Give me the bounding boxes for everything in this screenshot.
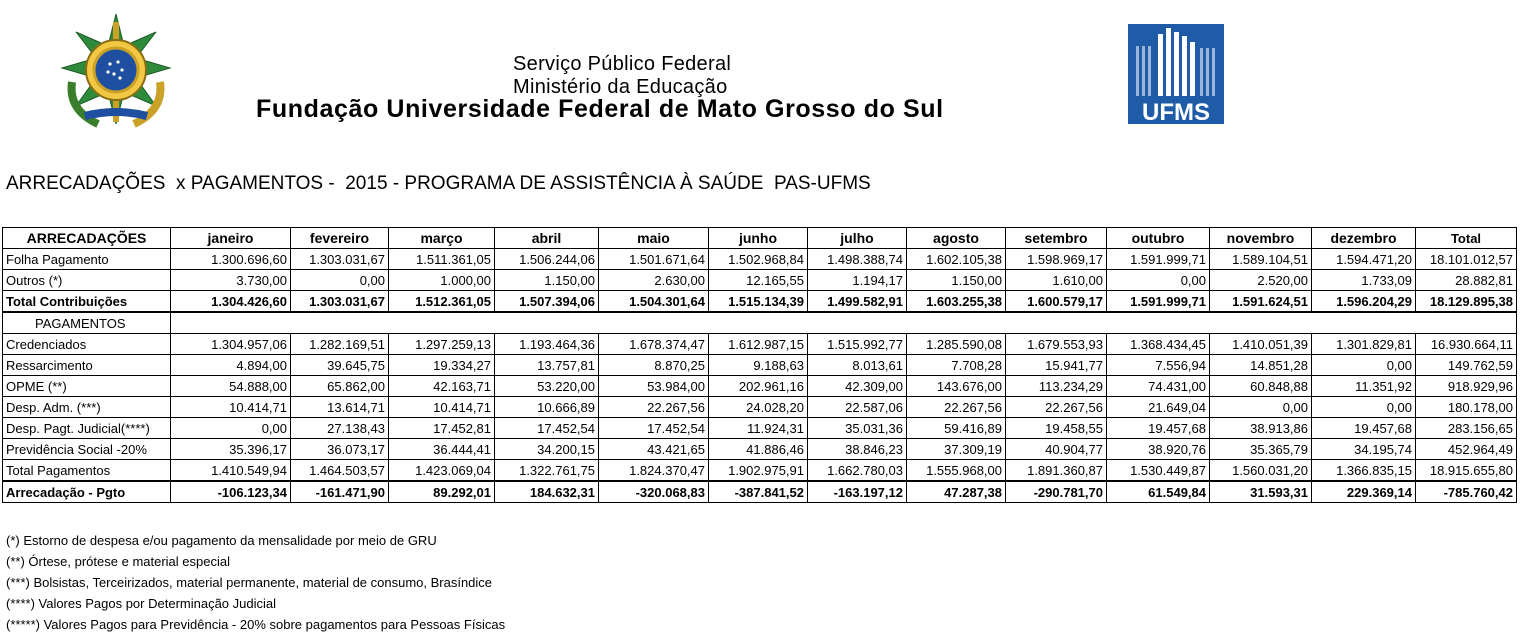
- table-cell: 0,00: [1312, 397, 1416, 418]
- table-cell: 918.929,96: [1416, 376, 1517, 397]
- table-cell: 35.396,17: [171, 439, 291, 460]
- table-cell: 1.591.999,71: [1107, 249, 1210, 270]
- table-cell: 1.596.204,29: [1312, 291, 1416, 313]
- table-cell: 19.457,68: [1312, 418, 1416, 439]
- table-cell: 16.930.664,11: [1416, 334, 1517, 355]
- table-cell: 1.507.394,06: [495, 291, 599, 313]
- table-cell: 1.560.031,20: [1210, 460, 1312, 482]
- table-cell: 113.234,29: [1006, 376, 1107, 397]
- row-label: Credenciados: [3, 334, 171, 355]
- table-cell: 0,00: [171, 418, 291, 439]
- table-cell: 1.504.301,64: [599, 291, 709, 313]
- row-label: Ressarcimento: [3, 355, 171, 376]
- ufms-logo-text: UFMS: [1142, 99, 1210, 124]
- footnote: (*) Estorno de despesa e/ou pagamento da mensalidade por meio de GRU: [6, 533, 437, 548]
- table-cell: 1.733,09: [1312, 270, 1416, 291]
- table-cell: 18.101.012,57: [1416, 249, 1517, 270]
- table-cell: 1.304.957,06: [171, 334, 291, 355]
- table-cell: 17.452,81: [389, 418, 495, 439]
- column-header: agosto: [907, 228, 1006, 249]
- table-cell: 15.941,77: [1006, 355, 1107, 376]
- table-cell: -290.781,70: [1006, 481, 1107, 503]
- table-cell: 1.303.031,67: [291, 249, 389, 270]
- page-header: [0, 0, 1520, 140]
- table-row: [3, 334, 1517, 355]
- table-cell: 0,00: [1107, 270, 1210, 291]
- table-row: [3, 355, 1517, 376]
- financial-table: [2, 227, 1517, 503]
- table-cell: 35.031,36: [808, 418, 907, 439]
- column-header: janeiro: [171, 228, 291, 249]
- footnote: (**) Órtese, prótese e material especial: [6, 554, 230, 569]
- table-cell: 0,00: [1312, 355, 1416, 376]
- table-cell: 1.301.829,81: [1312, 334, 1416, 355]
- table-row: [3, 418, 1517, 439]
- table-cell: 149.762,59: [1416, 355, 1517, 376]
- document-title: ARRECADAÇÕES x PAGAMENTOS - 2015 - PROGRAMA DE ASSISTÊNCIA À SAÚDE PAS-UFMS: [6, 173, 871, 194]
- table-cell: 202.961,16: [709, 376, 808, 397]
- table-cell: 17.452,54: [599, 418, 709, 439]
- table-cell: 61.549,84: [1107, 481, 1210, 503]
- table-cell: 1.610,00: [1006, 270, 1107, 291]
- header-line-university: Fundação Universidade Federal de Mato Grosso do Sul: [256, 95, 944, 123]
- table-row: [3, 481, 1517, 503]
- table-cell: 8.870,25: [599, 355, 709, 376]
- table-cell: 1.410.051,39: [1210, 334, 1312, 355]
- table-cell: 2.630,00: [599, 270, 709, 291]
- footnote: (***) Bolsistas, Terceirizados, material permanente, material de consumo, Brasíndice: [6, 575, 493, 590]
- table-cell: 1.193.464,36: [495, 334, 599, 355]
- table-cell: -320.068,83: [599, 481, 709, 503]
- footnote: (****) Valores Pagos por Determinação Judicial: [6, 596, 276, 611]
- column-header: março: [389, 228, 495, 249]
- section-row: [3, 312, 1517, 334]
- table-cell: 38.913,86: [1210, 418, 1312, 439]
- table-cell: 1.589.104,51: [1210, 249, 1312, 270]
- table-cell: 19.458,55: [1006, 418, 1107, 439]
- table-cell: 89.292,01: [389, 481, 495, 503]
- table-cell: 1.498.388,74: [808, 249, 907, 270]
- table-cell: 21.649,04: [1107, 397, 1210, 418]
- table-cell: 1.679.553,93: [1006, 334, 1107, 355]
- table-header-row: [3, 228, 1517, 249]
- column-header: julho: [808, 228, 907, 249]
- table-cell: -387.841,52: [709, 481, 808, 503]
- row-label: Total Pagamentos: [3, 460, 171, 482]
- table-cell: 18.915.655,80: [1416, 460, 1517, 482]
- row-label: Total Contribuições: [3, 291, 171, 313]
- table-cell: 22.267,56: [1006, 397, 1107, 418]
- table-cell: 19.334,27: [389, 355, 495, 376]
- table-cell: 1.902.975,91: [709, 460, 808, 482]
- column-header: dezembro: [1312, 228, 1416, 249]
- table-cell: 1.603.255,38: [907, 291, 1006, 313]
- table-row: [3, 460, 1517, 482]
- footnotes: [6, 530, 505, 635]
- column-header: setembro: [1006, 228, 1107, 249]
- table-cell: 60.848,88: [1210, 376, 1312, 397]
- row-label: Outros (*): [3, 270, 171, 291]
- table-cell: 1.282.169,51: [291, 334, 389, 355]
- table-cell: 1.499.582,91: [808, 291, 907, 313]
- table-cell: 1.591.999,71: [1107, 291, 1210, 313]
- table-cell: 53.220,00: [495, 376, 599, 397]
- table-cell: 19.457,68: [1107, 418, 1210, 439]
- row-label: Desp. Pagt. Judicial(****): [3, 418, 171, 439]
- brazil-coat-of-arms-icon: [58, 12, 174, 130]
- table-cell: 1.297.259,13: [389, 334, 495, 355]
- table-cell: 1.591.624,51: [1210, 291, 1312, 313]
- column-header: outubro: [1107, 228, 1210, 249]
- table-cell: 8.013,61: [808, 355, 907, 376]
- table-cell: 1.000,00: [389, 270, 495, 291]
- table-cell: 22.267,56: [599, 397, 709, 418]
- header-line-federal-service: Serviço Público Federal: [513, 53, 732, 75]
- table-cell: 229.369,14: [1312, 481, 1416, 503]
- section-label: PAGAMENTOS: [3, 312, 171, 334]
- table-cell: 1.602.105,38: [907, 249, 1006, 270]
- table-cell: 13.614,71: [291, 397, 389, 418]
- table-cell: 18.129.895,38: [1416, 291, 1517, 313]
- ufms-logo: [1128, 24, 1224, 124]
- table-cell: 1.150,00: [495, 270, 599, 291]
- row-label: Folha Pagamento: [3, 249, 171, 270]
- table-cell: 41.886,46: [709, 439, 808, 460]
- table-cell: 1.555.968,00: [907, 460, 1006, 482]
- table-cell: 1.512.361,05: [389, 291, 495, 313]
- table-cell: 1.515.992,77: [808, 334, 907, 355]
- table-cell: 180.178,00: [1416, 397, 1517, 418]
- table-cell: -161.471,90: [291, 481, 389, 503]
- table-cell: 27.138,43: [291, 418, 389, 439]
- table-cell: 43.421,65: [599, 439, 709, 460]
- table-row: [3, 270, 1517, 291]
- table-cell: 7.708,28: [907, 355, 1006, 376]
- table-cell: 1.600.579,17: [1006, 291, 1107, 313]
- column-header: Total: [1416, 228, 1517, 249]
- table-row: [3, 249, 1517, 270]
- table-cell: 39.645,75: [291, 355, 389, 376]
- row-label: Previdência Social -20%: [3, 439, 171, 460]
- table-body: [3, 249, 1517, 503]
- table-cell: 11.924,31: [709, 418, 808, 439]
- table-cell: 35.365,79: [1210, 439, 1312, 460]
- table-cell: 65.862,00: [291, 376, 389, 397]
- table-cell: 1.368.434,45: [1107, 334, 1210, 355]
- table-cell: 4.894,00: [171, 355, 291, 376]
- table-cell: 34.200,15: [495, 439, 599, 460]
- table-cell: 9.188,63: [709, 355, 808, 376]
- header-line-ministry: Ministério da Educação: [513, 76, 728, 98]
- table-cell: 1.464.503,57: [291, 460, 389, 482]
- table-cell: 1.194,17: [808, 270, 907, 291]
- table-cell: 1.423.069,04: [389, 460, 495, 482]
- table-cell: 74.431,00: [1107, 376, 1210, 397]
- table-cell: 1.300.696,60: [171, 249, 291, 270]
- table-cell: 0,00: [1210, 397, 1312, 418]
- table-cell: 1.662.780,03: [808, 460, 907, 482]
- table-cell: 184.632,31: [495, 481, 599, 503]
- table-cell: 14.851,28: [1210, 355, 1312, 376]
- column-header: junho: [709, 228, 808, 249]
- section-spacer: [171, 312, 1517, 334]
- table-cell: 1.150,00: [907, 270, 1006, 291]
- table-cell: 1.304.426,60: [171, 291, 291, 313]
- table-cell: 1.410.549,94: [171, 460, 291, 482]
- table-cell: 10.414,71: [389, 397, 495, 418]
- table-cell: 53.984,00: [599, 376, 709, 397]
- table-cell: 1.303.031,67: [291, 291, 389, 313]
- table-cell: 1.598.969,17: [1006, 249, 1107, 270]
- table-cell: 24.028,20: [709, 397, 808, 418]
- table-cell: 42.163,71: [389, 376, 495, 397]
- table-row: [3, 439, 1517, 460]
- column-header: maio: [599, 228, 709, 249]
- column-header: novembro: [1210, 228, 1312, 249]
- table-cell: 7.556,94: [1107, 355, 1210, 376]
- table-cell: 38.920,76: [1107, 439, 1210, 460]
- table-row: [3, 397, 1517, 418]
- table-cell: 1.285.590,08: [907, 334, 1006, 355]
- table-cell: 42.309,00: [808, 376, 907, 397]
- table-cell: 1.322.761,75: [495, 460, 599, 482]
- table-cell: 28.882,81: [1416, 270, 1517, 291]
- table-cell: 10.666,89: [495, 397, 599, 418]
- table-cell: 1.515.134,39: [709, 291, 808, 313]
- table-cell: 36.073,17: [291, 439, 389, 460]
- table-cell: 22.267,56: [907, 397, 1006, 418]
- table-cell: 17.452,54: [495, 418, 599, 439]
- table-cell: 1.612.987,15: [709, 334, 808, 355]
- table-cell: -785.760,42: [1416, 481, 1517, 503]
- table-cell: 12.165,55: [709, 270, 808, 291]
- table-cell: 1.502.968,84: [709, 249, 808, 270]
- table-cell: 1.366.835,15: [1312, 460, 1416, 482]
- table-cell: 2.520,00: [1210, 270, 1312, 291]
- table-cell: 47.287,38: [907, 481, 1006, 503]
- table-row: [3, 291, 1517, 313]
- table-cell: 3.730,00: [171, 270, 291, 291]
- table-cell: 1.594.471,20: [1312, 249, 1416, 270]
- table-cell: 37.309,19: [907, 439, 1006, 460]
- table-cell: 1.530.449,87: [1107, 460, 1210, 482]
- row-label: OPME (**): [3, 376, 171, 397]
- table-cell: 36.444,41: [389, 439, 495, 460]
- column-header: fevereiro: [291, 228, 389, 249]
- table-cell: -163.197,12: [808, 481, 907, 503]
- table-cell: 283.156,65: [1416, 418, 1517, 439]
- table-cell: -106.123,34: [171, 481, 291, 503]
- row-label: Arrecadação - Pgto: [3, 481, 171, 503]
- table-cell: 31.593,31: [1210, 481, 1312, 503]
- table-cell: 1.506.244,06: [495, 249, 599, 270]
- table-cell: 1.824.370,47: [599, 460, 709, 482]
- table-cell: 1.678.374,47: [599, 334, 709, 355]
- table-cell: 10.414,71: [171, 397, 291, 418]
- table-cell: 1.891.360,87: [1006, 460, 1107, 482]
- table-cell: 54.888,00: [171, 376, 291, 397]
- footnote: (*****) Valores Pagos para Previdência - 20% sobre pagamentos para Pessoas Físicas: [6, 617, 506, 632]
- table-cell: 22.587,06: [808, 397, 907, 418]
- table-cell: 452.964,49: [1416, 439, 1517, 460]
- table-cell: 11.351,92: [1312, 376, 1416, 397]
- table-cell: 13.757,81: [495, 355, 599, 376]
- table-cell: 1.501.671,64: [599, 249, 709, 270]
- table-cell: 38.846,23: [808, 439, 907, 460]
- table-cell: 34.195,74: [1312, 439, 1416, 460]
- table-cell: 59.416,89: [907, 418, 1006, 439]
- table-cell: 143.676,00: [907, 376, 1006, 397]
- table-row: [3, 376, 1517, 397]
- table-cell: 1.511.361,05: [389, 249, 495, 270]
- row-label: Desp. Adm. (***): [3, 397, 171, 418]
- table-cell: 40.904,77: [1006, 439, 1107, 460]
- table-cell: 0,00: [291, 270, 389, 291]
- column-header: ARRECADAÇÕES: [3, 228, 171, 249]
- column-header: abril: [495, 228, 599, 249]
